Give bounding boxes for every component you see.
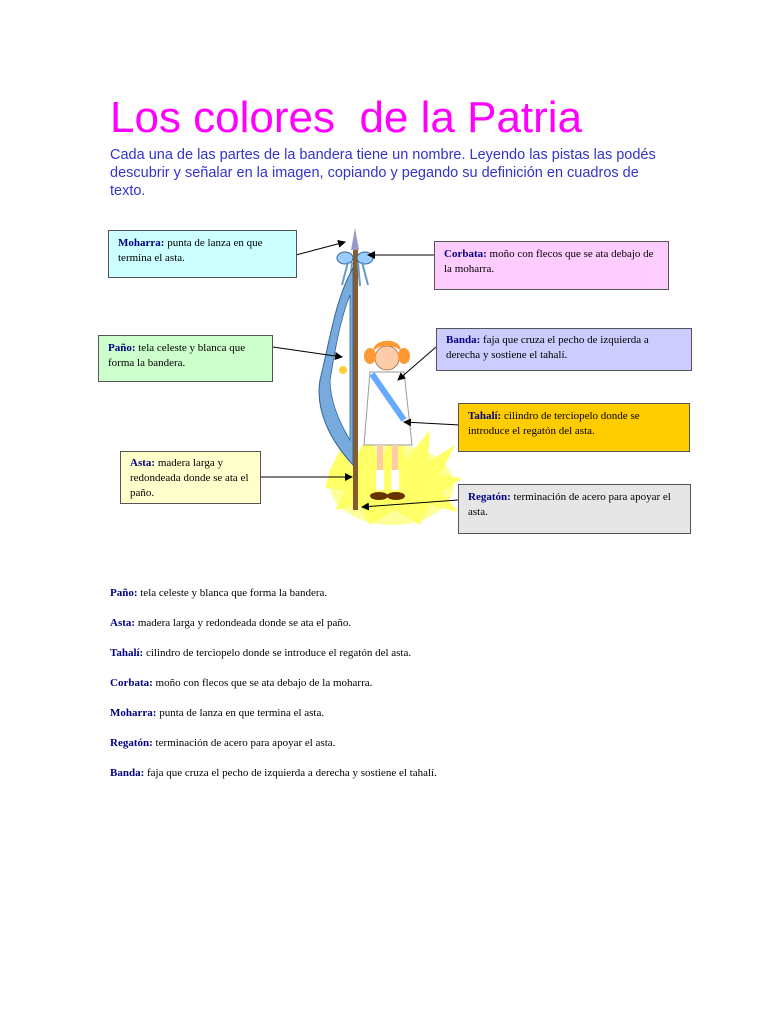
definition-item <box>110 677 372 689</box>
intro-paragraph: Cada una de las partes de la bandera tiene un nombre. Leyendo las pistas las podés descubrir y señalar en la imagen, copiando y pegando su definición en cuadros de texto. <box>110 147 656 199</box>
tahali-arrow <box>404 422 460 425</box>
corbata-definition: moño con flecos que se ata debajo de la moharra. <box>444 248 654 275</box>
pole-icon <box>353 248 358 510</box>
definition-text: cilindro de terciopelo donde se introduce el regatón del asta. <box>143 647 412 659</box>
moharra-box <box>108 230 297 278</box>
banda-term: Banda: <box>446 334 481 346</box>
spear-tip-icon <box>351 228 359 250</box>
moharra-arrow <box>296 242 345 255</box>
corbata-term: Corbata: <box>444 248 487 260</box>
tahali-box <box>458 403 690 452</box>
asta-box <box>120 451 261 504</box>
definition-term: Moharra: <box>110 707 157 719</box>
definition-term: Asta: <box>110 617 136 629</box>
definition-text: faja que cruza el pecho de izquierda a derecha y sostiene el tahalí. <box>144 767 437 779</box>
regaton-term: Regatón: <box>468 491 511 503</box>
definition-text: terminación de acero para apoyar el asta. <box>152 737 336 749</box>
tahali-definition: cilindro de terciopelo donde se introduce el regatón del asta. <box>468 410 640 437</box>
tahali-term: Tahalí: <box>468 410 502 422</box>
regaton-definition: terminación de acero para apoyar el asta. <box>468 491 671 518</box>
definition-item <box>110 617 351 629</box>
definition-term: Tahalí: <box>110 647 144 659</box>
asta-definition: madera larga y redondeada donde se ata el paño. <box>130 457 249 499</box>
pano-definition: tela celeste y blanca que forma la bandera. <box>108 342 246 369</box>
definition-text: punta de lanza en que termina el asta. <box>156 707 325 719</box>
moharra-term: Moharra: <box>118 237 165 249</box>
definition-term: Banda: <box>110 767 145 779</box>
definition-term: Corbata: <box>110 677 153 689</box>
page-title: Los colores de la Patria <box>110 93 583 142</box>
banda-box <box>436 328 692 371</box>
definition-term: Paño: <box>110 587 138 599</box>
pano-box <box>98 335 273 382</box>
asta-term: Asta: <box>130 457 156 469</box>
pano-term: Paño: <box>108 342 136 354</box>
regaton-box <box>458 484 691 534</box>
banda-definition: faja que cruza el pecho de izquierda a derecha y sostiene el tahalí. <box>446 334 649 361</box>
definition-item <box>110 767 437 779</box>
corbata-box <box>434 241 669 290</box>
definition-item <box>110 707 324 719</box>
definition-item <box>110 647 411 659</box>
definition-text: tela celeste y blanca que forma la bandera. <box>137 587 328 599</box>
definition-item <box>110 587 327 599</box>
definition-term: Regatón: <box>110 737 153 749</box>
definition-text: moño con flecos que se ata debajo de la moharra. <box>152 677 373 689</box>
moharra-definition: punta de lanza en que termina el asta. <box>118 237 263 264</box>
definition-item <box>110 737 335 749</box>
flag-cloth-icon <box>319 268 353 465</box>
definition-text: madera larga y redondeada donde se ata el paño. <box>135 617 352 629</box>
